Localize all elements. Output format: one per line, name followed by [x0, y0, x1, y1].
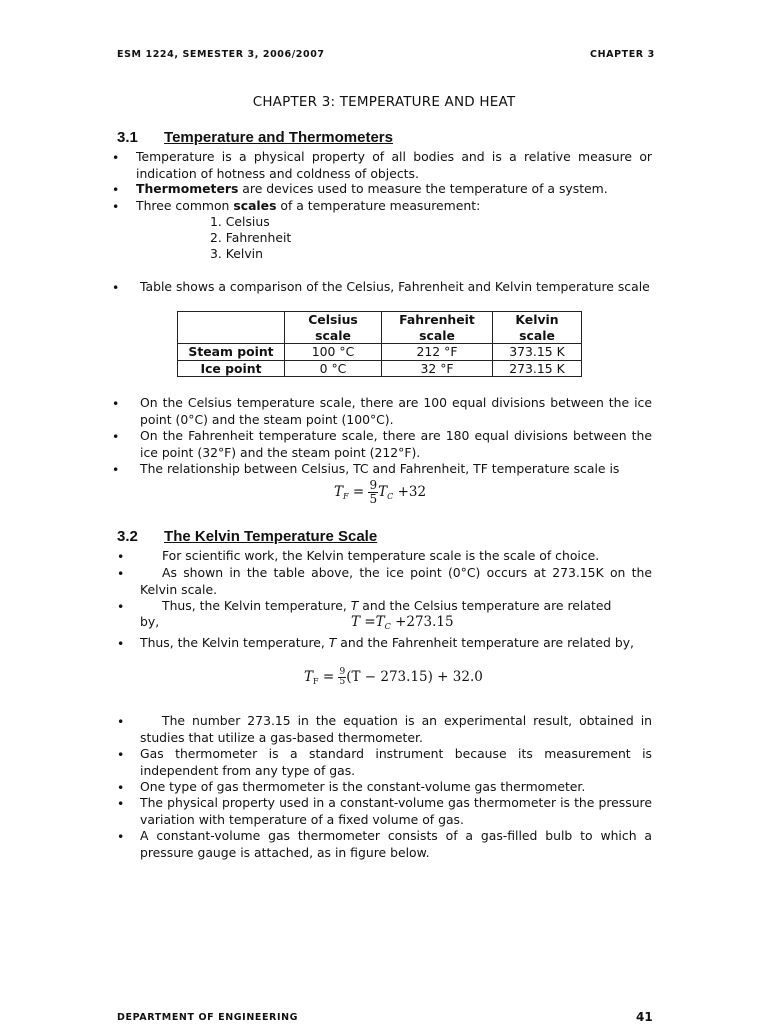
- paragraph: Table shows a comparison of the Celsius, Fahrenheit and Kelvin temperature scale: [140, 279, 650, 294]
- table-cell: Ice point: [178, 360, 285, 377]
- paragraph: The physical property used in a constant-volume gas thermometer is the pressure variation with temperature of a fixed volume of gas.: [140, 795, 652, 827]
- numerator: 9: [339, 667, 346, 677]
- table-header-cell: Kelvin scale: [493, 312, 582, 344]
- equation-fahrenheit-kelvin: $T_F$ = $\frac{9}{5}$ (T − 273.15) + 32.0: [304, 667, 483, 687]
- text: are devices used to measure the temperature of a system.: [238, 181, 608, 196]
- equation-kelvin-celsius: [351, 614, 454, 631]
- comparison-table: [177, 311, 582, 377]
- bold-term: Thermometers: [136, 181, 239, 196]
- paragraph: Temperature is a physical property of all bodies and is a relative measure or indication of hotness and coldness of objects.: [136, 149, 652, 181]
- list-item: 1. Celsius: [210, 214, 270, 229]
- bullet-icon: •: [112, 280, 120, 295]
- table-cell: 273.15 K: [493, 360, 582, 377]
- paragraph: [136, 198, 652, 215]
- bullet-icon: •: [112, 429, 120, 444]
- table-cell: 0 °C: [285, 360, 382, 377]
- math-var: T: [328, 635, 337, 650]
- table-header-cell: Fahrenheit scale: [382, 312, 493, 344]
- math-var: T: [334, 484, 344, 500]
- math-var: T: [351, 614, 361, 630]
- table-cell: 100 °C: [285, 344, 382, 361]
- text: Thus, the Kelvin temperature,: [162, 598, 351, 613]
- running-header-left: ESM 1224, SEMESTER 3, 2006/2007: [117, 49, 325, 60]
- math-sub: C: [384, 622, 391, 631]
- denominator: 5: [369, 492, 378, 506]
- chapter-title: CHAPTER 3: TEMPERATURE AND HEAT: [252, 94, 516, 110]
- bullet-icon: •: [112, 396, 120, 411]
- bullet-icon: •: [117, 796, 125, 811]
- math-sub: C: [387, 492, 394, 501]
- bullet-icon: •: [117, 780, 125, 795]
- bullet-icon: •: [117, 636, 125, 651]
- table-row: [178, 360, 582, 377]
- bullet-icon: •: [112, 150, 120, 165]
- section-3-2-heading: [117, 529, 377, 546]
- running-header-right: CHAPTER 3: [590, 49, 655, 60]
- paragraph: by,: [140, 614, 160, 629]
- paragraph: The relationship between Celsius, TC and Fahrenheit, TF temperature scale is: [140, 461, 620, 476]
- text: and the Celsius temperature are related: [358, 598, 612, 613]
- math-op: =: [364, 614, 376, 630]
- table-cell: 373.15 K: [493, 344, 582, 361]
- numerator: 9: [369, 478, 378, 492]
- section-number: 3.2: [117, 528, 138, 545]
- math-const: +273.15: [395, 614, 454, 630]
- table-cell: 32 °F: [382, 360, 493, 377]
- section-3-1-heading: [117, 130, 393, 147]
- bullet-icon: •: [117, 566, 125, 581]
- text: Thus, the Kelvin temperature,: [140, 635, 329, 650]
- bullet-icon: •: [112, 182, 120, 197]
- table-header-row: [178, 312, 582, 344]
- table-row: [178, 344, 582, 361]
- fraction: [368, 479, 378, 506]
- paragraph: The number 273.15 in the equation is an experimental result, obtained in studies that utilize a gas-based thermometer.: [140, 713, 652, 745]
- paragraph: For scientific work, the Kelvin temperature scale is the scale of choice.: [162, 548, 600, 563]
- paragraph: [140, 635, 652, 652]
- bullet-icon: •: [112, 199, 120, 214]
- bullet-icon: •: [112, 462, 120, 477]
- paragraph: One type of gas thermometer is the constant-volume gas thermometer.: [140, 779, 586, 794]
- math-sub: F: [313, 677, 319, 686]
- paragraph: Gas thermometer is a standard instrument because its measurement is independent from any type of gas.: [140, 746, 652, 778]
- paragraph: A constant-volume gas thermometer consists of a gas-filled bulb to which a pressure gauge is attached, as in figure below.: [140, 828, 652, 860]
- math-var: T: [350, 598, 359, 613]
- text: of a temperature measurement:: [276, 198, 481, 213]
- footer-department: DEPARTMENT OF ENGINEERING: [117, 1012, 299, 1023]
- section-number: 3.1: [117, 129, 138, 146]
- paragraph: [162, 598, 652, 615]
- bullet-icon: •: [117, 599, 125, 614]
- table-cell: 212 °F: [382, 344, 493, 361]
- bullet-icon: •: [117, 829, 125, 844]
- text: Three common: [136, 198, 234, 213]
- bold-term: scales: [233, 198, 277, 213]
- math-expression: (T − 273.15) + 32.0: [346, 669, 483, 685]
- section-title: The Kelvin Temperature Scale: [164, 528, 378, 545]
- math-var: T: [375, 614, 385, 630]
- table-header-cell: [178, 312, 285, 344]
- math-var: T: [304, 669, 314, 685]
- list-item: 2. Fahrenheit: [210, 230, 292, 245]
- text: and the Fahrenheit temperature are related by,: [336, 635, 634, 650]
- list-item: 3. Kelvin: [210, 246, 263, 261]
- math-var: T: [378, 484, 388, 500]
- bullet-icon: •: [117, 714, 125, 729]
- page-number: 41: [636, 1010, 653, 1024]
- paragraph: As shown in the table above, the ice point (0°C) occurs at 273.15K on the Kelvin scale.: [140, 565, 652, 597]
- paragraph: On the Fahrenheit temperature scale, there are 180 equal divisions between the ice point (32°F) and the steam point (212°F).: [140, 428, 652, 460]
- math-sub: F: [343, 492, 349, 501]
- paragraph: [136, 181, 652, 198]
- denominator: 5: [339, 677, 346, 687]
- section-title: Temperature and Thermometers: [164, 129, 393, 146]
- math-const: +32: [397, 484, 427, 500]
- table-header-cell: Celsius scale: [285, 312, 382, 344]
- equation-fahrenheit-celsius: $T_F$ = $\frac{9}{5}$ $T_C +32$: [334, 478, 427, 506]
- bullet-icon: •: [117, 549, 125, 564]
- table-cell: Steam point: [178, 344, 285, 361]
- bullet-icon: •: [117, 747, 125, 762]
- paragraph: On the Celsius temperature scale, there are 100 equal divisions between the ice point (0°C) and the steam point (100°C).: [140, 395, 652, 427]
